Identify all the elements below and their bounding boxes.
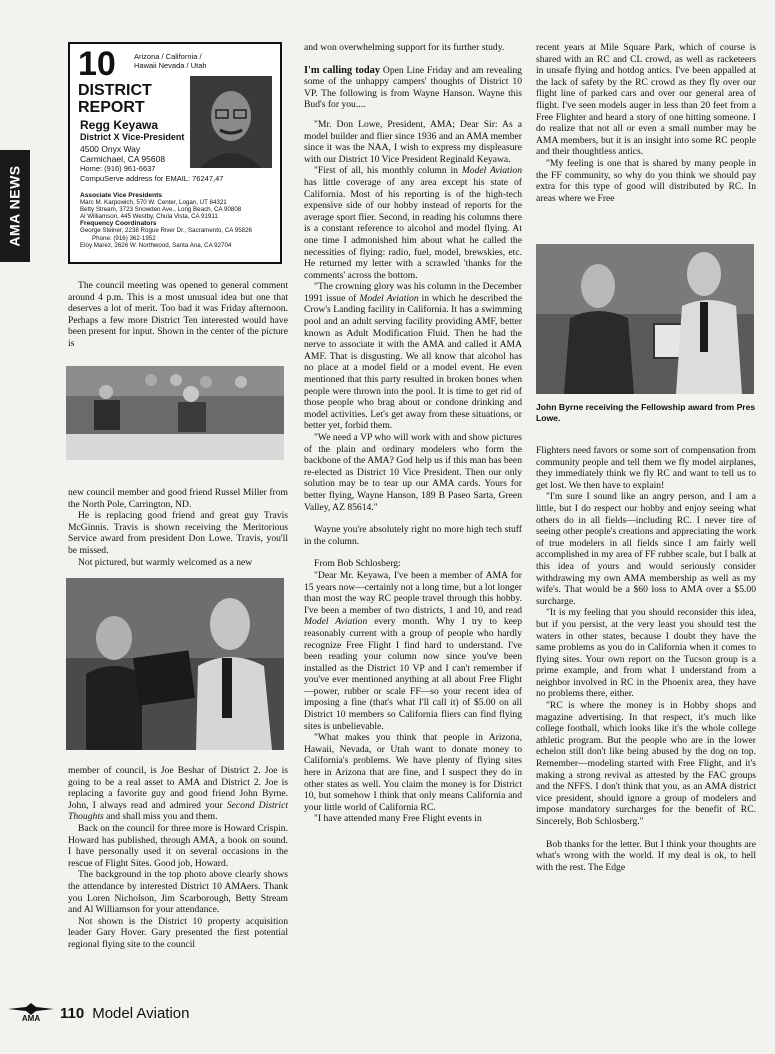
paragraph: He is replacing good friend and great guy Travis McGinnis. Travis is shown receiving the Meritorious Service award from president Don Lowe. Travis, you'll be missed. — [68, 510, 288, 556]
paragraph: Wayne you're absolutely right no more high tech stuff in the column. — [304, 524, 522, 547]
paragraph: "What makes you think that people in Arizona, Hawaii, Nevada, or Utah want to donate money to California's problems. We have plenty of flying sites here in Arizona that are fine, and I suspect they do in other states as well. You claim the money is for District 10, but somehow I think that only means California and your little world of California RC. — [304, 732, 522, 813]
paragraph — [68, 765, 288, 823]
column-1-top — [68, 280, 288, 350]
district-report-title: DISTRICT REPORT — [78, 82, 152, 116]
paragraph: "My feeling is one that is shared by many people in the FF community, so why do you think we should pay extra for this type of good will distributed by RC. In areas where we Free — [536, 157, 756, 204]
paragraph: "We need a VP who will work with and show pictures of the plain and ordinary modelers who form the backbone of the AMA? God help us if this man has been re-elected as District 10 Vice President. Then our only solution may be to tear up our AMA cards. Yours for better flying, Wayne Hanson, 189 B Paseo Sarta, Green Valley, AZ 85614." — [304, 432, 522, 513]
paragraph — [304, 281, 522, 432]
lead-in: I'm calling today — [304, 64, 381, 76]
column-1-mid — [68, 487, 288, 568]
fellowship-award-photo — [536, 244, 754, 394]
text: member of council, is Joe Beshar of District 2. Joe is going to be a real asset to AMA and District 2. Joe is replacing a favorite guy and good friend John Byrne. John, I always read and admired your — [68, 765, 288, 811]
associates-list — [80, 192, 276, 249]
paragraph: From Bob Schlosberg: — [314, 558, 401, 570]
paragraph: Bob thanks for the letter. But I think your thoughts are what's wrong with the world. If my deal is ok, to hell with the rest. The Edge — [536, 838, 756, 873]
author-role: District X Vice-President — [80, 132, 185, 142]
text: every month. Why I try to keep reasonably current with a group of people who hardly recognize Free Flight I find hard to understand. I've been reading your column now since you've been installed as the District 10 VP and I can't remember if you've ever mentioned anything at all about Free Flight—power, rubber or scale FF—so your recent idea of imposing a fine (that's what I'll call it) of $5.00 on all District 10 members so California fliers can find flying sites is unbelievable. — [304, 616, 522, 732]
coordinator-entry: George Steiner, 2238 Rogue River Dr., Sacramento, CA 95826 — [80, 227, 252, 235]
paragraph: recent years at Mile Square Park, which of course is shared with an RC and CL crowd, as well as racketeers in unsafe flying and hotdog antics. I've been appalled at the lack of safety by the RC crowd as they fly over our flight line of parked cars and over our general area of flight. I've seen models auger in less than 20 feet from a Free Flighter and heard a story of one hitting someone. I do realize that not all or even a small number may be AMA members, but it is an insight into some RC people and their thoughtless antics. — [536, 42, 756, 158]
paragraph: "I'm sure I sound like an angry person, and I am a little, but I do respect our hobby and enjoy seeing what others do in all fields—including RC. I never tire of seeing other people's creations and appreciating the work of true modelers in all fields since I am fairly well accomplished in my area of FF rubber scale, but I balk at this idea of yours and would seriously consider withdrawing my own AMA membership as well as my wife's. That would be a $60 loss to AMA over a $5.00 surcharge. — [536, 491, 756, 607]
paragraph — [304, 570, 522, 732]
paragraph: The council meeting was opened to general comment around 4 p.m. This is a most unusual idea but one that deserves a lot of merit. Too bad it was Friday afternoon. Perhaps a few more District Ten interested would have been present for input. Shown in the center of the picture is — [68, 280, 288, 349]
magazine-title: Model Aviation — [461, 165, 522, 177]
text: "Dear Mr. Keyawa, I've been a member of AMA for 15 years now—certainly not a long time, but a lot longer than most the way RC people travel through this hobby. I've been a member of two districts, 1 and 10, and read — [304, 569, 522, 616]
magazine-title: Model Aviation — [359, 292, 419, 304]
email-line: CompuServe address for EMAIL: 76247,47 — [80, 174, 224, 183]
column-3-top — [536, 42, 756, 204]
district-number: 10 — [78, 45, 116, 83]
column-3-bottom — [536, 445, 756, 873]
ama-logo — [8, 1003, 54, 1023]
phone-line: Home: (916) 961-6637 — [80, 164, 156, 173]
author-contact — [80, 144, 223, 184]
paragraph: Not pictured, but warmly welcomed as a new — [78, 556, 253, 568]
section-tab — [0, 150, 30, 262]
district-states: Arizona / California / Hawaii Nevada / Utah — [134, 52, 207, 70]
paragraph: "It is my feeling that you should reconsider this idea, but if you persist, at the very least you should test the waters in other states, because I doubt they have the same problems as you do in California when it comes to flying sites. Your own report on the Tucson group is a prime example, and from what I understand from a neighbor involved in RC in the Phoenix area, they have no problems there, either. — [536, 607, 756, 700]
associates-heading: Associate Vice Presidents — [80, 192, 162, 199]
column-1-bottom — [68, 765, 288, 951]
column-2 — [304, 42, 522, 825]
coordinator-entry: Eloy Marez, 2626 W. Northwood, Santa Ana, CA 92704 — [80, 241, 232, 249]
paragraph: Not shown is the District 10 property acquisition leader Gary Hover. Gary presented the first potential regional flying site to the council — [68, 915, 288, 950]
paragraph: and won overwhelming support for its further study. — [304, 42, 505, 53]
section-tab-label: AMA NEWS — [7, 165, 24, 247]
address-line: 4500 Onyx Way — [80, 144, 141, 154]
associate-entry: Marc M. Karpowich, 570 W. Center, Logan, UT 84321 — [80, 199, 227, 207]
paragraph: "Mr. Don Lowe, President, AMA; Dear Sir: As a model builder and flier since 1936 and an AMA member since it was the NAA, I wish to express my displeasure with our District 10 Vice President Reginald Keyawa. — [304, 118, 522, 165]
paragraph: The background in the top photo above clearly shows the attendance by interested District 10 AMAers. Thank you Loren Nicholson, Jim Scarborough, Betty Stream and Al Williamson for your attendance. — [68, 869, 288, 916]
text: in which he described the Crow's Landing facility in California. It has a swimming pool and an adult serving facility providing AMF, better known as Adult Modification Fluid. Then he had the nerve to associate it with the AMA and called it AMA AMF. That is disgusting. We all know that alcohol has no place at a model field or a model event. He even mentioned that this party resulted in broken bones when people were thrown into the pool. It is time to get rid of those people who brag about or condone drinking and model activities. Let's get away from these situations, or better yet, forbid them. — [304, 292, 522, 432]
text: has little coverage of any area except his state of California. Most of his reporting is of the high-tech expensive side of our hobby instead of reports for the average sport flier. Second, in reading his columns there is a constant reference to alcohol and model flying. At one time I admonished him about what he called the necessities of flying: radio, fuel, model, brewskies, etc. He returned my letter with a scrawled 'thanks for the comments' across the bottom. — [304, 176, 522, 281]
paragraph: Back on the council for three more is Howard Crispin. Howard has published, through AMA, a book on sound. I have personally used it on several occasions in the rescue of Flight Sites. Good job, Howard. — [68, 822, 288, 869]
page-footer — [8, 1003, 190, 1023]
text: "First of all, his monthly column in — [314, 165, 462, 177]
photo-caption: John Byrne receiving the Fellowship award from Pres Lowe. — [536, 402, 756, 423]
paragraph: new council member and good friend Russel Miller from the North Pole, Carrington, ND. — [68, 487, 288, 510]
council-meeting-photo — [66, 366, 284, 460]
author-name: Regg Keyawa — [80, 118, 159, 132]
coordinators-heading: Frequency Coordinators — [80, 220, 157, 228]
paragraph: "RC is where the money is in Hobby shops and magazine advertising. In that respect, it's much like college football, which looks like it's the whole college athletic program. But the people who are in the lower echelon still don't like being abused by the dog on top. Remember—modeling started with Free Flight, and it's making a strong revival as attested by the FAC groups and the NFFS. I don't think that you, as an AMA district vice president, should ignore a group of modelers and impose mandatory surcharges for the benefit of RC. Sincerely, Bob Schlosberg." — [536, 700, 756, 827]
magazine-title: Model Aviation — [304, 616, 368, 628]
associate-entry: Al Williamson, 445 Westby, Chula Vista, CA 91911 — [80, 213, 218, 221]
address-line: Carmichael, CA 95608 — [80, 154, 166, 164]
paragraph — [304, 65, 522, 111]
associate-entry: Betty Stream, 3723 Snowden Ave., Long Beach, CA 90808 — [80, 206, 242, 214]
page-number: 110 — [60, 1004, 85, 1022]
coordinator-entry: Phone: (916) 362-1952 — [92, 234, 156, 242]
award-photo-mcginnis — [66, 578, 284, 750]
district-report-box — [68, 42, 282, 264]
publication-name: Model Aviation — [92, 1004, 190, 1022]
paragraph — [304, 165, 522, 281]
text: "The crowning glory was his column in the December 1991 issue of — [304, 281, 522, 304]
text: Open Line Friday and am revealing some of the unhappy campers' thoughts of District 10 VP. The following is from Wayne Hanson. Wayne this Bud's for you.... — [304, 64, 522, 111]
paragraph: Flighters need favors or some sort of compensation from community people and tell them we fly model airplanes, they immediately think we fly RC and want to tell us to get lost. We then have to explain! — [536, 445, 756, 491]
ama-logo-text: AMA — [21, 1014, 41, 1023]
text: and shall miss you and them. — [103, 811, 218, 823]
column-title: Second District Thoughts — [68, 799, 289, 823]
paragraph: "I have attended many Free Flight events in — [314, 813, 482, 825]
